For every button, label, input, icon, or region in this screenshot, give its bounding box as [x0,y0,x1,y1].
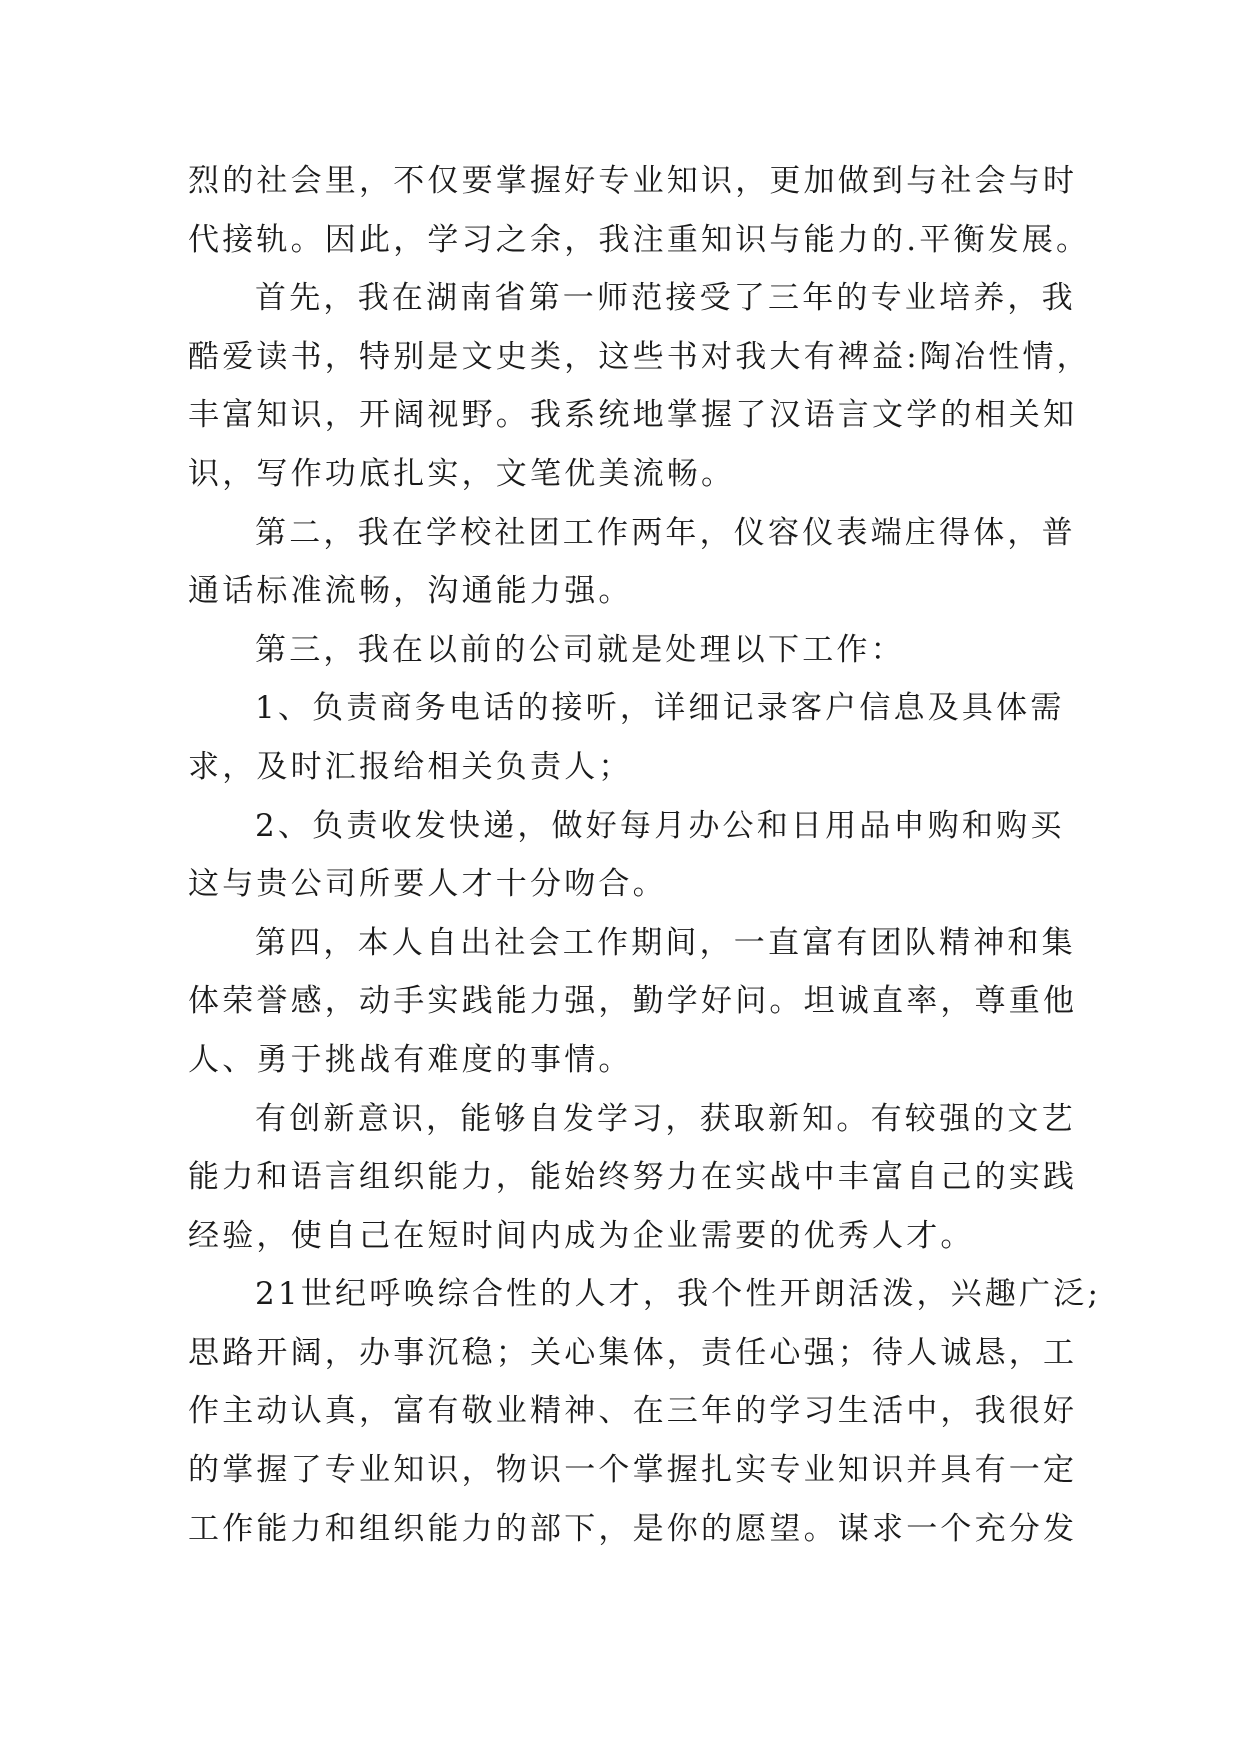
text-line: 21世纪呼唤综合性的人才，我个性开朗活泼，兴趣广泛; [255,1276,1102,1313]
text-line: 求，及时汇报给相关负责人； [188,748,633,785]
text-line: 工作能力和组织能力的部下，是你的愿望。谋求一个充分发 [188,1510,1078,1547]
text-line: 能力和语言组织能力，能始终努力在实战中丰富自己的实践 [188,1159,1078,1196]
text-line: 人、勇于挑战有难度的事情。 [188,1041,633,1078]
text-line: 识，写作功底扎实，文笔优美流畅。 [188,455,736,492]
text-line: 作主动认真，富有敬业精神、在三年的学习生活中，我很好 [188,1393,1078,1430]
text-line: 代接轨。因此，学习之余，我注重知识与能力的.平衡发展。 [188,221,1091,258]
text-line: 经验，使自己在短时间内成为企业需要的优秀人才。 [188,1217,975,1254]
text-line: 烈的社会里，不仅要掌握好专业知识，更加做到与社会与时 [188,163,1078,199]
text-line: 丰富知识，开阔视野。我系统地掌握了汉语言文学的相关知 [188,397,1078,434]
text-line: 的掌握了专业知识，物识一个掌握扎实专业知识并具有一定 [188,1452,1078,1489]
text-line: 有创新意识，能够自发学习，获取新知。有较强的文艺 [255,1100,1076,1137]
document-body [188,152,1102,1558]
text-line: 1、负责商务电话的接听，详细记录客户信息及具体需 [255,690,1065,727]
text-line: 思路开阔，办事沉稳；关心集体，责任心强；待人诚恳，工 [188,1334,1078,1371]
text-line: 第四，本人自出社会工作期间，一直富有团队精神和集 [255,924,1076,961]
text-line: 2、负责收发快递，做好每月办公和日用品申购和购买 [255,807,1065,844]
text-line: 体荣誉感，动手实践能力强，勤学好问。坦诚直率，尊重他 [188,983,1078,1020]
text-line: 这与贵公司所要人才十分吻合。 [188,866,667,903]
text-line: 通话标准流畅，沟通能力强。 [188,573,633,610]
text-line: 第三，我在以前的公司就是处理以下工作： [255,631,905,668]
text-line: 第二，我在学校社团工作两年，仪容仪表端庄得体，普 [255,514,1076,551]
text-line: 酷爱读书，特别是文史类，这些书对我大有裨益:陶冶性情， [188,338,1091,375]
text-line: 首先，我在湖南省第一师范接受了三年的专业培养，我 [255,280,1076,317]
